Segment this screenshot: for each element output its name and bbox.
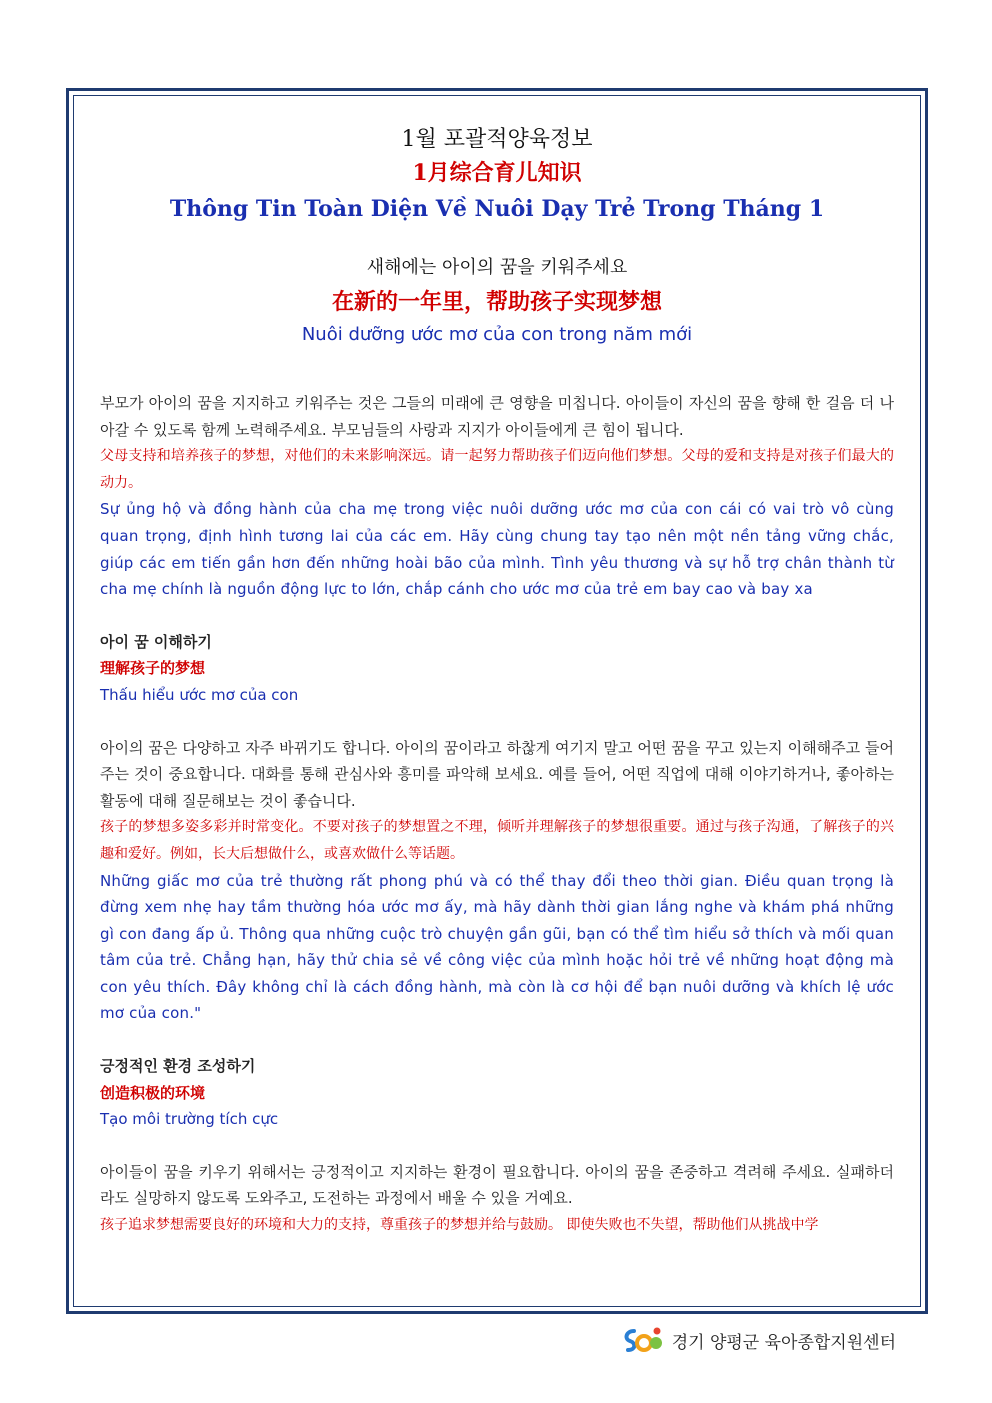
section1-heading-chinese: 理解孩子的梦想 [100, 659, 206, 678]
section2-heading-chinese: 创造积极的环境 [100, 1083, 206, 1102]
footer [620, 1322, 896, 1358]
title-chinese: 1月综合育儿知识 [412, 160, 582, 186]
subtitle-vietnamese: Nuôi dưỡng ước mơ của con trong năm mới [301, 324, 693, 345]
section2-heading-korean: 긍정적인 환경 조성하기 [100, 1057, 256, 1076]
page-frame-inner [73, 95, 921, 1307]
footer-org-name: 경기 양평군 육아종합지원센터 [671, 1332, 896, 1353]
document-content [100, 118, 894, 1239]
section1-vietnamese: Những giấc mơ của trẻ thường rất phong phú và có thể thay đổi theo thời gian. Điều quan trọng là đừng xem nhẹ hay tầm thường hóa ước mơ ấy, mà hãy dành thời gian lắng nghe và khám phá những gì con đang ấp ủ. Thông qua những cuộc trò chuyện gần gũi, bạn có thể tìm hiểu sở thích và mối quan tâm của trẻ. Chẳng hạn, hãy thử chia sẻ về công việc của mình hoặc hỏi trẻ về những hoạt động mà con yêu thích. Đây không chỉ là cách đồng hành, mà còn là cơ hội để bạn nuôi dưỡng và khích lệ ước mơ của con." [100, 871, 894, 1023]
section2-chinese: 孩子追求梦想需要良好的环境和大力的支持，尊重孩子的梦想并给与鼓励。 即使失败也不失望，帮助他们从挑战中学 [100, 1217, 819, 1234]
section2-korean: 아이들이 꿈을 키우기 위해서는 긍정적이고 지지하는 환경이 필요합니다. 아이의 꿈을 존중하고 격려해 주세요. 실패하더라도 실망하지 않도록 도와주고, 도전하는 과정에서 배울 수 있을 거예요. [100, 1162, 894, 1208]
intro-korean: 부모가 아이의 꿈을 지지하고 키워주는 것은 그들의 미래에 큰 영향을 미칩니다. 아이들이 자신의 꿈을 향해 한 걸음 더 나아갈 수 있도록 함께 노력해주세요. 부모님들의 사랑과 지지가 아이들에게 큰 힘이 됩니다. [100, 394, 894, 439]
intro-chinese: 父母支持和培养孩子的梦想，对他们的未来影响深远。请一起努力帮助孩子们迈向他们梦想。父母的爱和支持是对孩子们最大的动力。 [100, 448, 894, 491]
subtitle-chinese: 在新的一年里，帮助孩子实现梦想 [331, 289, 662, 315]
intro-vietnamese: Sự ủng hộ và đồng hành của cha mẹ trong việc nuôi dưỡng ước mơ của con cái có vai trò vô cùng quan trọng, định hình tương lai của các em. Hãy cùng chung tay tạo nên một nền tảng vững chắc, giúp các em tiến gần hơn đến những hoài bão của mình. Tình yêu thương và sự hỗ trợ chân thành từ cha mẹ chính là nguồn động lực to lớn, chắp cánh cho ước mơ của trẻ em bay cao và bay xa [100, 500, 894, 599]
section1-heading-vietnamese: Thấu hiểu ước mơ của con [100, 685, 299, 704]
title-korean: 1월 포괄적양육정보 [401, 127, 593, 152]
section1-heading-korean: 아이 꿈 이해하기 [100, 632, 212, 651]
section2-heading-vietnamese: Tạo môi trường tích cực [100, 1110, 279, 1129]
section1-chinese: 孩子的梦想多姿多彩并时常变化。不要对孩子的梦想置之不理，倾听并理解孩子的梦想很重要。通过与孩子沟通，了解孩子的兴趣和爱好。例如，长大后想做什么，或喜欢做什么等话题。 [100, 819, 894, 862]
subtitle-korean: 새해에는 아이의 꿈을 키워주세요 [366, 257, 628, 278]
section1-korean: 아이의 꿈은 다양하고 자주 바뀌기도 합니다. 아이의 꿈이라고 하찮게 여기지 말고 어떤 꿈을 꾸고 있는지 이해해주고 들어주는 것이 중요합니다. 대화를 통해 관심사와 흥미를 파악해 보세요. 예를 들어, 어떤 직업에 대해 이야기하거나, 좋아하는 활동에 대해 질문해보는 것이 좋습니다. [100, 738, 894, 810]
title-vietnamese: Thông Tin Toàn Diện Về Nuôi Dạy Trẻ Trong Tháng 1 [169, 196, 825, 222]
page-frame [66, 88, 928, 1314]
center-logo-icon [620, 1323, 666, 1357]
